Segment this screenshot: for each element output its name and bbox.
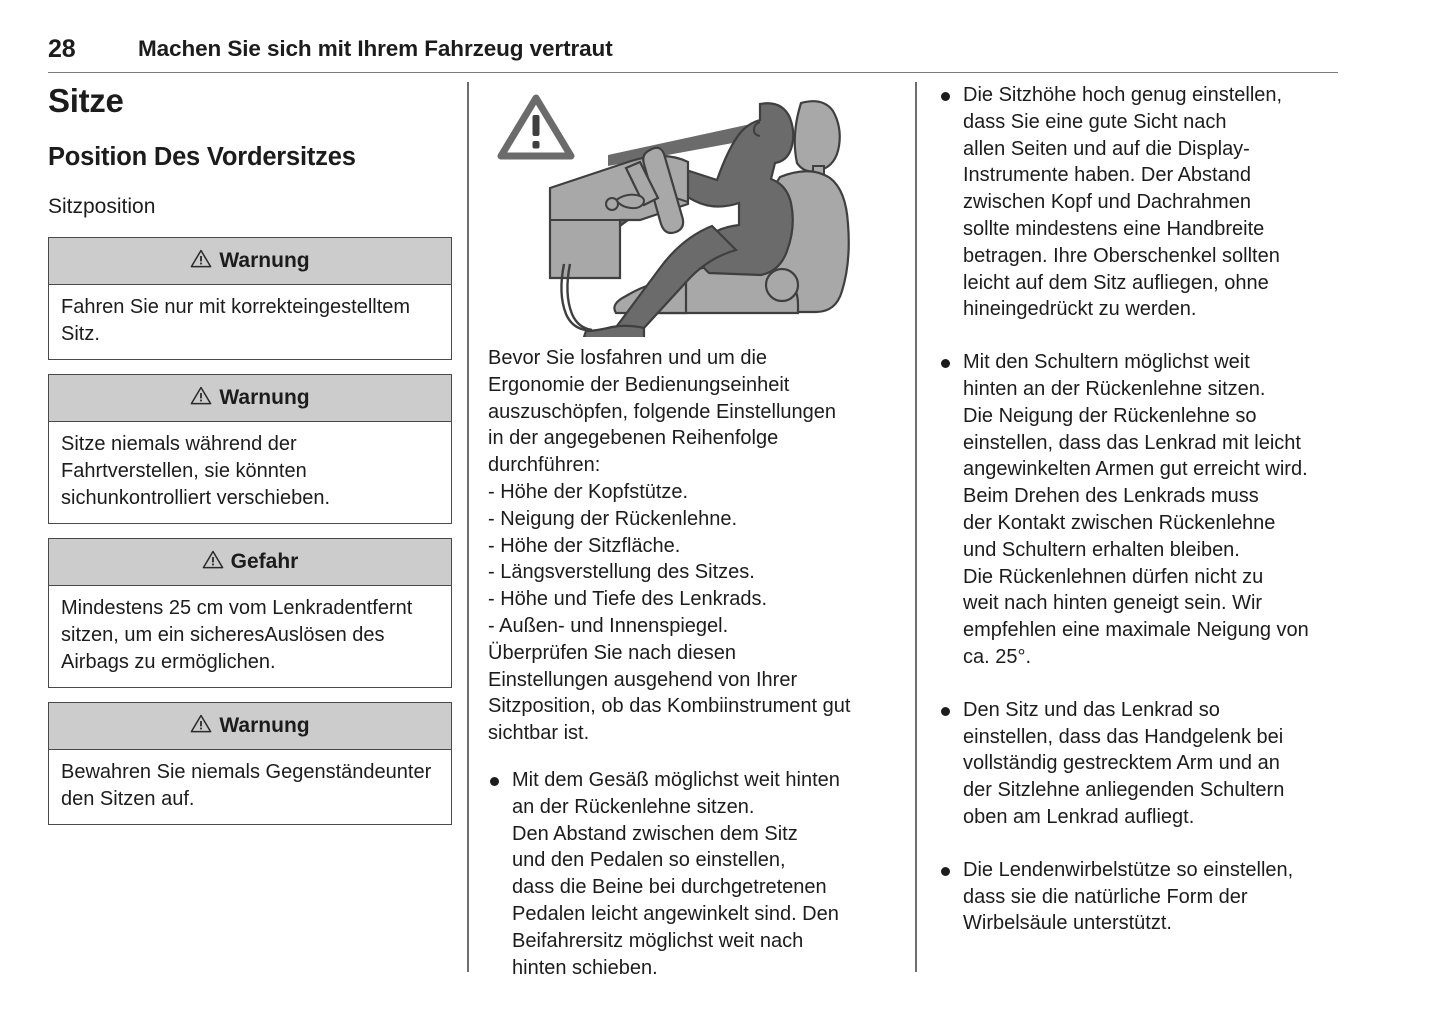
- bullet-text-line: Beim Drehen des Lenkrads muss: [963, 485, 1259, 508]
- bullet-text-line: hinten schieben.: [512, 956, 658, 979]
- bullet-text-line: Den Abstand zwischen dem Sitz: [512, 822, 798, 845]
- bullet-text-line: und den Pedalen so einstellen,: [512, 849, 786, 872]
- notice-body: [49, 285, 451, 359]
- notice-text-line: Auslösen des Airbags zu ermöglichen.: [61, 624, 385, 673]
- notice-header: [49, 375, 451, 422]
- notice-box: [48, 237, 452, 360]
- intro-text-line: Einstellungen ausgehend von Ihrer: [488, 668, 798, 691]
- bullet-text-line: allen Seiten und auf die Display-: [963, 137, 1250, 160]
- bullet-text-line: angewinkelten Armen gut erreicht wird.: [963, 458, 1308, 481]
- warning-triangle-icon: [190, 385, 212, 410]
- notice-text-line: Mindestens 25 cm vom Lenkrad: [61, 597, 345, 619]
- bullet-dot-icon: [490, 777, 499, 786]
- bullet-text-line: der Kontakt zwischen Rückenlehne: [963, 511, 1276, 534]
- intro-text-line: - Außen- und Innenspiegel.: [488, 614, 729, 637]
- bullet-item: [938, 82, 1348, 323]
- bullet-text-line: Wirbelsäule unterstützt.: [963, 912, 1172, 935]
- right-bullet-list: [938, 82, 1348, 937]
- bullet-text-line: Den Sitz und das Lenkrad so: [963, 698, 1220, 721]
- section-heading-sitze: Sitze: [48, 82, 124, 119]
- middle-intro-text: [488, 345, 888, 747]
- bullet-text-line: empfehlen eine maximale Neigung von: [963, 619, 1309, 642]
- column-divider-left: [467, 82, 469, 972]
- bullet-text-line: Mit dem Gesäß möglichst weit hinten: [512, 768, 840, 791]
- notice-text-line: eingestelltem Sitz.: [61, 296, 411, 345]
- notice-box: [48, 538, 452, 688]
- notice-header: [49, 238, 451, 285]
- bullet-text-line: betragen. Ihre Oberschenkel sollten: [963, 244, 1280, 267]
- notice-text-line: Fahren Sie nur mit korrekt: [61, 296, 293, 318]
- bullet-dot-icon: [941, 359, 950, 368]
- intro-text-line: Überprüfen Sie nach diesen: [488, 641, 736, 664]
- bullet-text-line: einstellen, dass das Lenkrad mit leicht: [963, 431, 1301, 454]
- bullet-text-line: dass die Beine bei durchgetretenen: [512, 876, 827, 899]
- bullet-dot-icon: [941, 867, 950, 876]
- bullet-text-line: Instrumente haben. Der Abstand: [963, 164, 1251, 187]
- bullet-text-line: Mit den Schultern möglichst weit: [963, 351, 1250, 374]
- left-column: [48, 82, 454, 839]
- bullet-text-line: hineingedrückt zu werden.: [963, 298, 1197, 321]
- bullet-text-line: hinten an der Rückenlehne sitzen.: [963, 377, 1266, 400]
- notice-text-line: Bewahren Sie niemals Gegenstände: [61, 761, 386, 783]
- notice-box: [48, 702, 452, 825]
- right-column: [938, 82, 1348, 963]
- bullet-item: [938, 697, 1348, 831]
- intro-text-line: Sitzposition, ob das Kombiinstrument gut: [488, 695, 851, 718]
- notice-text-line: unter den Sitzen auf.: [61, 761, 432, 810]
- bullet-item: [938, 857, 1348, 937]
- middle-column: [488, 82, 888, 981]
- notice-text-line: entfernt sitzen, um ein sicheres: [61, 597, 413, 646]
- intro-text-line: - Neigung der Rückenlehne.: [488, 507, 738, 530]
- intro-text-line: durchführen:: [488, 454, 601, 477]
- intro-text-line: Bevor Sie losfahren und um die: [488, 347, 768, 369]
- notice-body: [49, 586, 451, 687]
- notice-text-line: Sitze niemals während der Fahrt: [61, 433, 297, 482]
- notice-label: Warnung: [219, 385, 310, 409]
- notice-text-line: verstellen, sie könnten sich: [61, 460, 307, 509]
- bullet-text-line: und Schultern erhalten bleiben.: [963, 538, 1240, 561]
- notice-header: [49, 539, 451, 586]
- bullet-text-line: Pedalen leicht angewinkelt sind. Den: [512, 902, 839, 925]
- bullet-text-line: sollte mindestens eine Handbreite: [963, 217, 1265, 240]
- bullet-text-line: zwischen Kopf und Dachrahmen: [963, 191, 1251, 214]
- notice-text-line: unkontrolliert verschieben.: [96, 487, 331, 509]
- intro-text-line: sichtbar ist.: [488, 722, 590, 745]
- bullet-text-line: oben am Lenkrad aufliegt.: [963, 805, 1195, 828]
- bullet-text-line: Die Neigung der Rückenlehne so: [963, 404, 1257, 427]
- bullet-text-line: leicht auf dem Sitz aufliegen, ohne: [963, 271, 1269, 294]
- notice-box: [48, 374, 452, 524]
- bullet-text-line: vollständig gestrecktem Arm und an: [963, 752, 1280, 775]
- bullet-text-line: Beifahrersitz möglichst weit nach: [512, 929, 804, 952]
- bullet-text-line: einstellen, dass das Handgelenk bei: [963, 725, 1284, 748]
- subsection-heading-position: Position Des Vordersitzes: [48, 143, 356, 171]
- bullet-text-line: der Sitzlehne anliegenden Schultern: [963, 779, 1285, 802]
- notice-body: [49, 750, 451, 824]
- bullet-dot-icon: [941, 707, 950, 716]
- column-divider-right: [915, 82, 917, 972]
- page-header: [48, 34, 1338, 73]
- intro-text-line: - Höhe der Kopfstütze.: [488, 480, 689, 503]
- notice-body: [49, 422, 451, 523]
- bullet-item: [938, 349, 1348, 671]
- intro-text-line: - Längsverstellung des Sitzes.: [488, 561, 755, 584]
- intro-text-line: - Höhe der Sitzfläche.: [488, 534, 681, 557]
- bullet-dot-icon: [941, 92, 950, 101]
- bullet-text-line: dass sie die natürliche Form der: [963, 885, 1248, 908]
- page-columns: [0, 82, 1445, 982]
- notice-box-list: [48, 237, 454, 825]
- page-number: 28: [48, 35, 76, 63]
- warning-triangle-icon: [202, 549, 224, 574]
- notice-label: Warnung: [219, 248, 310, 272]
- subsection-heading-sitzposition: Sitzposition: [48, 195, 156, 218]
- notice-label: Gefahr: [230, 549, 299, 573]
- driver-seating-position-illustration: [488, 82, 888, 337]
- bullet-text-line: ca. 25°.: [963, 645, 1032, 668]
- intro-text-line: Ergonomie der Bedienungseinheit: [488, 373, 790, 396]
- bullet-text-line: Die Rückenlehnen dürfen nicht zu: [963, 565, 1264, 588]
- bullet-text-line: Die Sitzhöhe hoch genug einstellen,: [963, 84, 1283, 106]
- intro-text-line: in der angegebenen Reihenfolge: [488, 427, 779, 450]
- bullet-text-line: Die Lendenwirbelstütze so einstellen,: [963, 858, 1294, 881]
- page-title: Machen Sie sich mit Ihrem Fahrzeug vertraut: [138, 36, 613, 61]
- bullet-text-line: weit nach hinten geneigt sein. Wir: [963, 592, 1263, 615]
- notice-label: Warnung: [219, 713, 310, 737]
- bullet-item: [488, 767, 888, 981]
- intro-text-line: auszuschöpfen, folgende Einstellungen: [488, 400, 837, 423]
- bullet-text-line: an der Rückenlehne sitzen.: [512, 795, 755, 818]
- middle-bullet-list: [488, 767, 888, 981]
- warning-triangle-icon: [190, 248, 212, 273]
- intro-text-line: - Höhe und Tiefe des Lenkrads.: [488, 588, 768, 611]
- notice-header: [49, 703, 451, 750]
- warning-triangle-icon: [501, 98, 571, 156]
- warning-triangle-icon: [190, 713, 212, 738]
- bullet-text-line: dass Sie eine gute Sicht nach: [963, 110, 1227, 133]
